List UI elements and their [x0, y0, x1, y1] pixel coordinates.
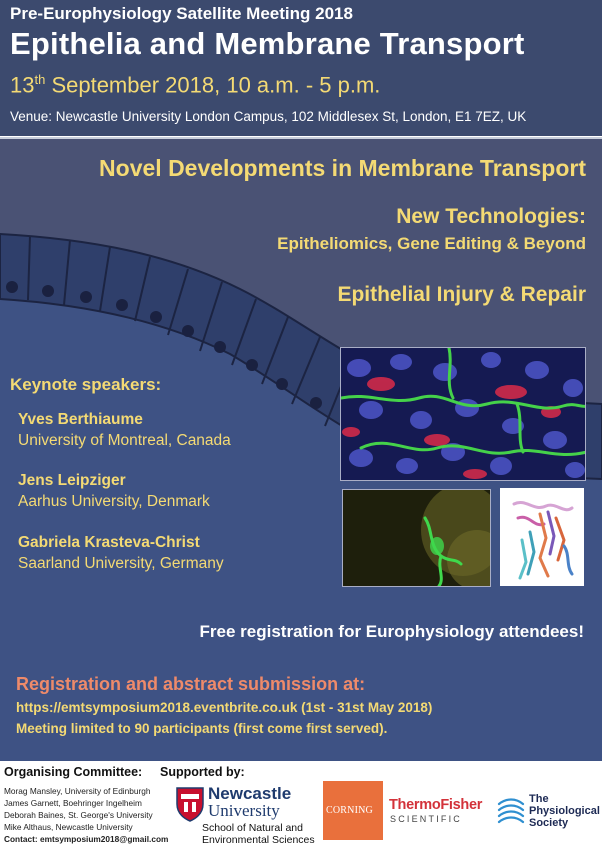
registration-link[interactable]: https://emtsymposium2018.eventbrite.co.uk (1st - 31st May 2018)	[16, 700, 433, 715]
speaker-name: Gabriela Krasteva-Christ	[18, 534, 200, 551]
physiological-society-logo-text: Physiological	[529, 805, 600, 817]
date-rest: September 2018, 10 a.m. - 5 p.m.	[45, 72, 381, 98]
pre-title: Pre-Europhysiology Satellite Meeting 2018	[10, 4, 353, 23]
speaker-name: Yves Berthiaume	[18, 411, 143, 428]
speaker-affiliation: University of Montreal, Canada	[18, 432, 231, 449]
supported-by-title: Supported by:	[160, 765, 245, 779]
committee-member: James Garnett, Boehringer Ingelheim	[4, 798, 142, 808]
committee-member: Deborah Baines, St. George's University	[4, 810, 153, 820]
newcastle-logo-name: Newcastle	[208, 784, 292, 803]
physiological-society-logo-text: The	[529, 793, 549, 805]
speaker-affiliation: Saarland University, Germany	[18, 555, 224, 572]
date-suffix: th	[34, 72, 46, 87]
protein-structure-image	[500, 488, 584, 586]
main-title: Epithelia and Membrane Transport	[10, 26, 525, 61]
date-day: 13	[10, 72, 35, 98]
keynote-heading: Keynote speakers:	[10, 375, 162, 394]
newcastle-crest-icon	[175, 786, 205, 822]
fluorescence-cell-image	[342, 489, 491, 587]
newcastle-school-line: School of Natural and	[202, 822, 303, 834]
theme-injury-repair: Epithelial Injury & Repair	[337, 283, 586, 306]
theme-epitheliomics: Epitheliomics, Gene Editing & Beyond	[277, 234, 586, 253]
thermofisher-logo-subtext: SCIENTIFIC	[390, 814, 463, 824]
speaker-affiliation: Aarhus University, Denmark	[18, 493, 210, 510]
participant-limit: Meeting limited to 90 participants (first come first served).	[16, 721, 388, 736]
venue-text: Venue: Newcastle University London Campus, 102 Middlesex St, London, E1 7EZ, UK	[10, 109, 527, 124]
corning-logo-text: CORNING	[326, 805, 373, 816]
contact-email[interactable]: Contact: emtsymposium2018@gmail.com	[4, 834, 169, 844]
physiological-society-icon	[496, 794, 526, 828]
newcastle-logo-university: University	[208, 801, 280, 820]
thermofisher-logo-text: ThermoFisher	[389, 797, 483, 813]
committee-title: Organising Committee:	[4, 765, 143, 779]
committee-member: Mike Althaus, Newcastle University	[4, 822, 133, 832]
fluorescence-tissue-image	[340, 347, 586, 481]
committee-member: Morag Mansley, University of Edinburgh	[4, 786, 151, 796]
registration-heading: Registration and abstract submission at:	[16, 674, 366, 694]
newcastle-school-line: Environmental Sciences	[202, 834, 315, 846]
free-registration-note: Free registration for Europhysiology attendees!	[199, 622, 584, 641]
speaker-name: Jens Leipziger	[18, 472, 126, 489]
physiological-society-logo-text: Society	[529, 817, 569, 829]
theme-membrane-transport: Novel Developments in Membrane Transport	[99, 155, 586, 181]
theme-new-technologies: New Technologies:	[396, 205, 586, 228]
date-line	[10, 72, 380, 98]
